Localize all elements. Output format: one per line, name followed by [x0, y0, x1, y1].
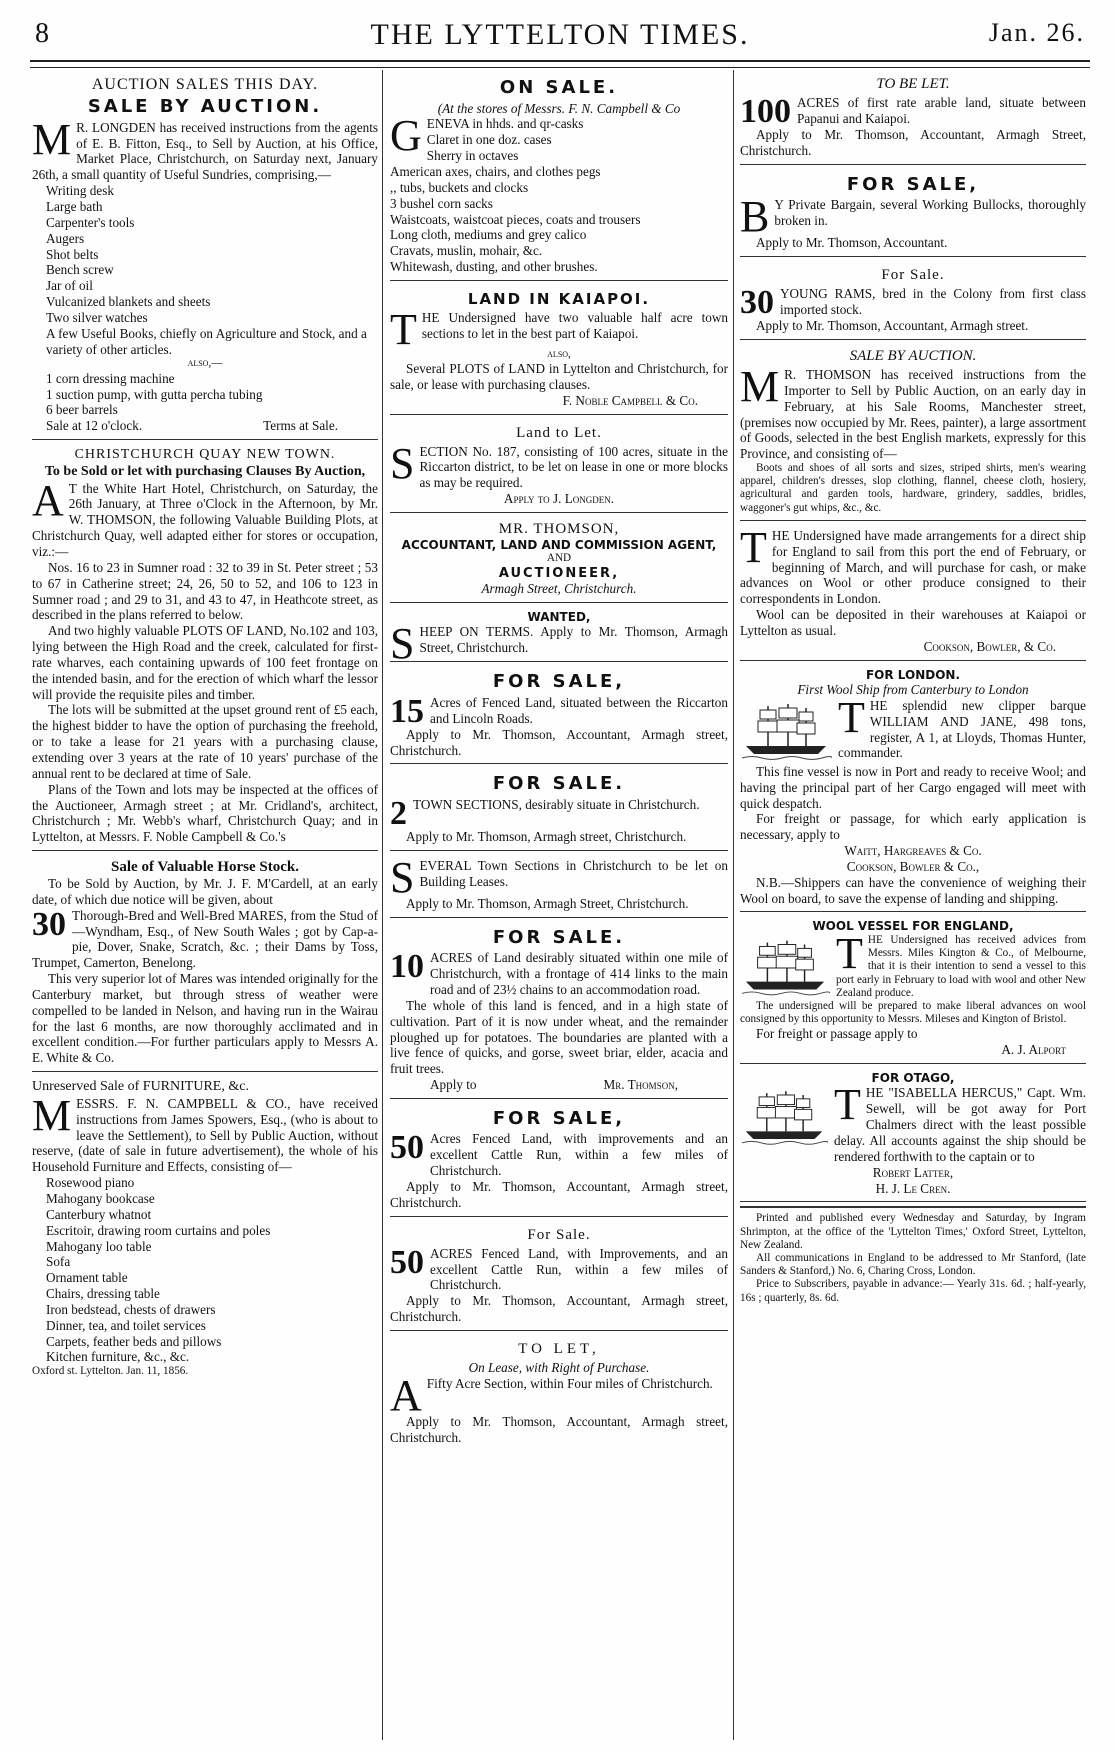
ad-body: HE "ISABELLA HERCUS," Capt. Wm. Sewell, will be got away for Port Chalmers direct with the least possible delay. All accounts against the ship should be rendered forthwith to the captain or to	[834, 1085, 1086, 1164]
list-item: Bench screw	[46, 262, 114, 278]
ad-body: ECTION No. 187, consisting of 100 acres, situate in the Riccarton district, to be let on lease in one or more blocks as may be required.	[419, 443, 728, 491]
ad-line: MR. THOMSON,	[498, 521, 620, 537]
ad-heading: Unreserved Sale of FURNITURE, &c.	[32, 1079, 249, 1095]
ad-paragraph: Wool can be deposited in their warehouses at Kaiapoi or Lyttelton as usual.	[740, 607, 1086, 638]
ad-body: EVERAL Town Sections in Christchurch to be let on Building Leases.	[419, 857, 728, 889]
ad-line: Armagh Street, Christchurch.	[481, 581, 637, 597]
ad-paragraph: This very superior lot of Mares was intended originally for the Canterbury market, but through stress of weather were compelled to be landed in Nelson, and having run in the Wairau for the last 6 months, are now thoroughly acclimated and in excellent condition.—For further particulars apply to Messrs A. E. White & Co.	[32, 971, 378, 1066]
ad-heading: WOOL VESSEL FOR ENGLAND,	[812, 919, 1014, 934]
ad-heading: WANTED,	[527, 610, 591, 625]
page-number: 8	[35, 18, 49, 49]
ship-illustration	[740, 1087, 828, 1147]
ad-body: T the White Hart Hotel, Christchurch, on Saturday, the 26th January, at Three o'Clock in the Afternoon, by Mr. W. THOMSON, the following Valuable Building Plots, at Christchurch Quay, well adapted either for stores or occupation, viz.:—	[32, 480, 378, 559]
also-label: also,	[547, 347, 571, 360]
ad-paragraph: Plans of the Town and lots may be inspected at the offices of the Auctioneer, Armagh street ; at Mr. Cridland's, architect, Christchurch ; Mr. Webb's wharf, Christchurch Quay; and in Lyttelton, at Messrs. F. Noble Campbell & Co.'s	[32, 781, 378, 845]
list-item: ,, tubs, buckets and clocks	[390, 179, 529, 195]
drop-cap: T	[834, 1080, 861, 1130]
drop-cap: T	[836, 928, 863, 978]
ad-apply: Apply to J. Longden.	[503, 491, 615, 507]
ad-land-to-let	[390, 419, 728, 513]
ad-paragraph: For freight or passage apply to	[756, 1026, 918, 1042]
ad-heading: TO LET,	[518, 1340, 600, 1357]
ad-heading: FOR OTAGO,	[871, 1071, 955, 1086]
ad-heading: LAND IN KAIAPOI.	[467, 289, 651, 308]
ad-heading: SALE BY AUCTION.	[849, 347, 977, 364]
list-item: Escritoir, drawing room curtains and poles	[46, 1222, 271, 1238]
ad-apply: Apply to Mr. Thomson, Accountant, Armagh Street, Christchurch.	[740, 127, 1086, 158]
ad-apply: Apply to Mr. Thomson, Accountant, Armagh street, Christchurch.	[390, 1293, 728, 1325]
drop-cap: T	[838, 692, 865, 742]
list-item: Sofa	[46, 1254, 71, 1270]
ad-apply: Apply to Mr. Thomson, Accountant, Armagh street, Christchurch.	[390, 726, 728, 758]
sale-time: Sale at 12 o'clock.	[46, 418, 143, 434]
ad-to-be-let	[740, 72, 1086, 165]
big-number: 30	[740, 284, 774, 322]
list-item: A few Useful Books, chiefly on Agriculture and Stock, and a variety of other articles.	[46, 325, 367, 357]
ad-paragraph: Nos. 16 to 23 in Sumner road : 32 to 39 in St. Peter street ; 53 to 67 in Catherine street; 24, 26, 50 to 52, and 106 to 123 in Sumner road ; and 29 to 31, and 43 to 47, in Heathcote street, as described in the plans referred to below.	[32, 559, 378, 623]
ad-apply: Apply to Mr. Thomson, Accountant, Armagh street.	[756, 318, 1029, 334]
list-item: 1 corn dressing machine	[46, 370, 175, 386]
drop-cap: T	[390, 304, 417, 354]
ad-apply: Apply to Mr. Thomson, Accountant, Armagh street, Christchurch.	[390, 1413, 728, 1445]
drop-cap: T	[740, 522, 767, 572]
list-item: Ornament table	[46, 1270, 128, 1286]
ad-paragraph: Boots and shoes of all sorts and sizes, striped shirts, men's wearing apparel, children's dresses, slop clothing, flannel, cheese cloth, hosiery, agricultural and garden tools, hardware, grindery, saddles, bridles, waggoner's gut whips, &c., &c.	[740, 462, 1086, 514]
ad-signature: Cookson, Bowler & Co.,	[846, 858, 980, 874]
imprint-line: All communications in England to be addressed to Mr Stanford, (late Sanders & Stanford,) No. 6, Charing Cross, London.	[740, 1252, 1086, 1278]
ad-body: Acres of Fenced Land, situated between the Riccarton and Lincoln Roads.	[430, 694, 728, 726]
issue-date: Jan. 26.	[988, 18, 1085, 47]
ad-to-let	[390, 1335, 728, 1451]
big-number: 50	[390, 1129, 424, 1167]
ad-paragraph: The lots will be submitted at the upset ground rent of £5 each, the highest bidder to have the option of purchasing the freehold, or to take a lease for 21 years with a purchasing clause, extending over 3 years at the rate of 10 years' purchase of the annual rent to be declared at time of Sale.	[32, 702, 378, 781]
list-item: American axes, chairs, and clothes pegs	[390, 163, 601, 179]
ad-italic-line: First Wool Ship from Canterbury to London	[797, 682, 1029, 698]
list-item: 3 bushel corn sacks	[390, 195, 493, 211]
list-item: Two silver watches	[46, 309, 148, 325]
column-1	[32, 72, 378, 1740]
ad-body: TOWN SECTIONS, desirably situate in Christchurch.	[413, 797, 700, 812]
list-item: Mahogany bookcase	[46, 1191, 155, 1207]
ad-paragraph: And two highly valuable PLOTS OF LAND, No.102 and 103, lying between the High Road and the creek, calculated for first-rate wharves, each containing upwards of 100 feet frontage on the intended basin, and for the erection of which wharf the lessor will provide the requisite piles and timber.	[32, 623, 378, 702]
list-item: Cravats, muslin, mohair, &c.	[390, 243, 543, 259]
drop-cap: S	[390, 438, 415, 488]
ad-heading: For Sale.	[881, 267, 945, 284]
list-item: 1 suction pump, with gutta percha tubing	[46, 386, 263, 402]
ad-signature: Waitt, Hargreaves & Co.	[844, 843, 982, 859]
drop-cap: M	[32, 114, 72, 164]
ad-footer: Oxford st. Lyttelton. Jan. 11, 1856.	[32, 1365, 189, 1378]
column-rule	[382, 70, 383, 1740]
ad-on-sale	[390, 72, 728, 281]
ad-body: Acres Fenced Land, with improvements and an excellent Cattle Run, within a few miles of Christchurch.	[430, 1131, 728, 1179]
masthead-rule	[30, 60, 1090, 68]
ad-heading: For Sale.	[527, 1226, 591, 1243]
ad-heading: AUCTION SALES THIS DAY.	[91, 76, 319, 93]
ad-body: HE Undersigned have two valuable half acre town sections to let in the best part of Kaiapoi.	[421, 309, 728, 341]
list-item: Writing desk	[46, 183, 114, 199]
ad-signature: Robert Latter,	[872, 1164, 954, 1180]
list-item: Sherry in octaves	[426, 148, 519, 164]
ad-apply: Apply to Mr. Thomson, Accountant.	[756, 235, 948, 251]
ad-heading: ON SALE.	[499, 77, 619, 98]
ad-signature: F. Noble Campbell & Co.	[562, 392, 698, 408]
ad-thomson-auction	[740, 344, 1086, 521]
ad-wanted	[390, 607, 728, 669]
drop-cap: S	[390, 852, 415, 902]
list-item: Vulcanized blankets and sheets	[46, 294, 211, 310]
big-number: 50	[390, 1243, 424, 1281]
ad-note: N.B.—Shippers can have the convenience of weighing their Wool on board, to save the expense of landing and shipping.	[740, 874, 1086, 906]
ad-body: ACRES of Land desirably situated within one mile of Christchurch, with a frontage of 414 links to the main road and of 23½ chains to an accommodation road.	[430, 950, 728, 997]
item-list	[46, 1175, 378, 1365]
ad-land-kaiapoi	[390, 285, 728, 415]
ad-line: AUCTIONEER,	[498, 565, 620, 581]
list-item: Canterbury whatnot	[46, 1206, 152, 1222]
ad-heading: Sale of Valuable Horse Stock.	[111, 859, 299, 876]
list-item: Jar of oil	[46, 278, 93, 294]
ad-christchurch-quay	[32, 444, 378, 851]
ad-body: HE Undersigned has received advices from Messrs. Miles Kington & Co., of Melbourne, that it is their intention to send a vessel to this port early in February to load with wool and other New Zealand produce.	[836, 933, 1086, 999]
ad-body: Thorough-Bred and Well-Bred MARES, from the Stud of —Wyndham, Esq., of New South Wales ; got by Cap-a-pie, Dover, Snake, Scratch, &c. ; their Dams by Toss, Trumpet, Camerton, Benelong.	[32, 907, 378, 971]
ad-auction-sales	[32, 72, 378, 440]
ad-body: Y Private Bargain, several Working Bullocks, thoroughly broken in.	[774, 197, 1086, 229]
ad-horse-stock	[32, 855, 378, 1072]
imprint	[740, 1206, 1086, 1310]
ad-heading: FOR LONDON.	[865, 667, 961, 682]
ad-body: Fifty Acre Section, within Four miles of Christchurch.	[426, 1375, 713, 1391]
list-item: Claret in one doz. cases	[426, 132, 552, 148]
also-label: also,—	[187, 357, 223, 370]
list-item: Shot belts	[46, 246, 99, 262]
ad-apply: Apply to Mr. Thomson, Armagh Street, Christchurch.	[406, 895, 689, 911]
ad-for-sale-50a	[390, 1103, 728, 1217]
ad-bullocks	[740, 169, 1086, 257]
ad-for-sale-15	[390, 666, 728, 764]
ad-for-london	[740, 665, 1086, 913]
ad-heading: TO BE LET.	[876, 76, 950, 92]
ad-signature: H. J. Le Cren.	[875, 1180, 951, 1196]
newspaper-title: THE LYTTELTON TIMES.	[370, 18, 750, 51]
list-item: Dinner, tea, and toilet services	[46, 1317, 206, 1333]
ad-apply: Apply to Mr. Thomson, Accountant, Armagh street, Christchurch.	[390, 1179, 728, 1210]
ad-heading: FOR SALE,	[846, 173, 980, 195]
column-3	[740, 72, 1086, 1740]
imprint-line: Printed and published every Wednesday and Saturday, by Ingram Shrimpton, at the office of the 'Lyttelton Times,' Oxford Street, Lyttelton, New Zealand.	[740, 1212, 1086, 1251]
list-item: Whitewash, dusting, and other brushes.	[390, 259, 598, 275]
drop-cap: A	[32, 475, 64, 525]
ad-italic-line: On Lease, with Right of Purchase.	[468, 1359, 650, 1375]
ad-line: ACCOUNTANT, LAND AND COMMISSION AGENT,	[401, 538, 717, 552]
imprint-line: Price to Subscribers, payable in advance:— Yearly 31s. 6d. ; half-yearly, 16s ; quarterly, 8s. 6d.	[740, 1278, 1086, 1304]
item-list	[46, 371, 378, 419]
ad-body: R. THOMSON has received instructions from the Importer to Sell by Public Auction, on an early day in February, at his Sale Rooms, Manchester street, (premises now occupied by Mr. Rees, painter), a large assortment of Goods, selected in the best English markets, expressly for this Province, and consisting of—	[740, 366, 1086, 462]
big-number: 30	[32, 905, 66, 943]
drop-cap: G	[390, 111, 422, 161]
ad-young-rams	[740, 261, 1086, 340]
list-item: 6 beer barrels	[46, 402, 118, 418]
list-item: Large bath	[46, 199, 103, 214]
ad-intro: To be Sold by Auction, by Mr. J. F. M'Cardell, at an early date, of which due notice will be given, about	[32, 876, 378, 907]
drop-cap: B	[740, 192, 770, 242]
ad-heading: Land to Let.	[516, 424, 602, 441]
list-item: Chairs, dressing table	[46, 1286, 160, 1302]
ad-heading: FOR SALE.	[492, 773, 626, 795]
sale-terms: Terms at Sale.	[263, 418, 338, 434]
ad-body: HEEP ON TERMS. Apply to Mr. Thomson, Armagh Street, Christchurch.	[419, 624, 728, 656]
column-rule	[733, 70, 734, 1740]
ad-body: ESSRS. F. N. CAMPBELL & CO., have received instructions from James Spowers, Esq., (who is about to leave the Settlement), to Sell by Public Auction, without reserve, (date of sale in future advertisement), the whole of his Household Furniture and Effects, consisting of—	[32, 1095, 378, 1175]
ad-apply-label: Apply to	[430, 1077, 477, 1093]
ad-heading: FOR SALE,	[492, 671, 626, 693]
ad-apply: Apply to Mr. Thomson, Armagh street, Christchurch.	[406, 829, 687, 844]
ad-town-sections	[390, 852, 728, 918]
ad-heading: FOR SALE.	[492, 926, 626, 948]
ship-illustration	[740, 700, 832, 762]
list-item: Long cloth, mediums and grey calico	[390, 227, 587, 243]
big-number: 100	[740, 93, 791, 130]
ad-body: HE splendid new clipper barque WILLIAM AND JANE, 498 tons, register, A 1, at Lloyds, Thomas Hunter, commander.	[838, 697, 1086, 761]
ad-signature: A. J. Alport	[1001, 1042, 1066, 1058]
big-number: 10	[390, 948, 424, 986]
big-number: 15	[390, 692, 424, 730]
list-item: Carpenter's tools	[46, 214, 135, 230]
column-2	[390, 72, 728, 1740]
list-item: Iron bedstead, chests of drawers	[46, 1301, 216, 1317]
ad-heading: CHRISTCHURCH QUAY NEW TOWN.	[74, 447, 336, 463]
drop-cap: S	[390, 619, 415, 669]
ad-subheading: SALE BY AUCTION.	[87, 96, 323, 118]
ad-subheading: To be Sold or let with purchasing Clauses By Auction,	[44, 463, 366, 479]
list-item: ENEVA in hhds. and qr-casks	[426, 116, 584, 132]
ad-body: ACRES of first rate arable land, situate between Papanui and Kaiapoi.	[797, 95, 1086, 126]
list-item: Mahogany loo table	[46, 1238, 152, 1254]
ad-direct-ship	[740, 522, 1086, 661]
ad-body: YOUNG RAMS, bred in the Colony from first class imported stock.	[780, 286, 1086, 317]
ad-paragraph: This fine vessel is now in Port and ready to receive Wool; and having the principal part of her Cargo engaged will meet with quick despatch.	[740, 763, 1086, 811]
ad-apply-name: Mr. Thomson,	[603, 1077, 678, 1093]
item-list	[390, 111, 728, 275]
ad-signature: Cookson, Bowler, & Co.	[923, 638, 1056, 654]
ad-mr-thomson	[390, 517, 728, 603]
ad-for-sale-50b	[390, 1221, 728, 1331]
list-item: Rosewood piano	[46, 1175, 135, 1191]
ad-heading: FOR SALE,	[492, 1107, 626, 1129]
ad-body: R. LONGDEN has received instructions from the agents of E. B. Fitton, Esq., to Sell by Auction, at his Office, Market Place, Christchurch, on Saturday next, January 26th, a small quantity of Useful Sundries, comprising,—	[32, 119, 378, 183]
ad-wool-vessel	[740, 916, 1086, 1064]
ad-paragraph: For freight or passage, for which early application is necessary, apply to	[740, 811, 1086, 843]
drop-cap: M	[740, 361, 780, 411]
drop-cap: A	[390, 1370, 422, 1420]
list-item: Kitchen furniture, &c., &c.	[46, 1349, 190, 1365]
ad-paragraph: Several PLOTS of LAND in Lyttelton and Christchurch, for sale, or lease with purchasing clauses.	[390, 361, 728, 392]
list-item: Waistcoats, waistcoat pieces, coats and trousers	[390, 211, 641, 227]
ad-body: HE Undersigned have made arrangements for a direct ship for England to sail from this port the end of February, or beginning of March, and will purchase for cash, or make advances on Wool or other produce consigned to their correspondents in London.	[740, 527, 1086, 607]
ad-body: ACRES Fenced Land, with Improvements, and an excellent Cattle Run, within a few miles of Christchurch.	[430, 1245, 728, 1293]
ad-paragraph: The undersigned will be prepared to make liberal advances on wool consigned by this opportunity to Messrs. Mileses and Kington of Bristol.	[740, 999, 1086, 1026]
ad-for-otago	[740, 1068, 1086, 1202]
ad-line: AND	[546, 552, 572, 565]
item-list	[46, 183, 378, 357]
masthead	[35, 18, 1085, 52]
ad-for-sale-10	[390, 922, 728, 1099]
ad-italic-line: (At the stores of Messrs. F. N. Campbell & Co	[437, 100, 681, 116]
ad-furniture-sale	[32, 1076, 378, 1383]
list-item: Carpets, feather beds and pillows	[46, 1333, 222, 1349]
ad-for-sale-2	[390, 768, 728, 850]
list-item: Augers	[46, 230, 85, 246]
ship-illustration	[740, 936, 830, 998]
drop-cap: M	[32, 1090, 72, 1140]
big-number: 2	[390, 795, 407, 832]
ad-paragraph: The whole of this land is fenced, and in a high state of cultivation. Part of it is now under wheat, and the remainder ploughed up for potatoes. The boundaries are planted with a live fence of quicks, and gorse, sweet briar, elder, acacia and fruit trees.	[390, 997, 728, 1077]
